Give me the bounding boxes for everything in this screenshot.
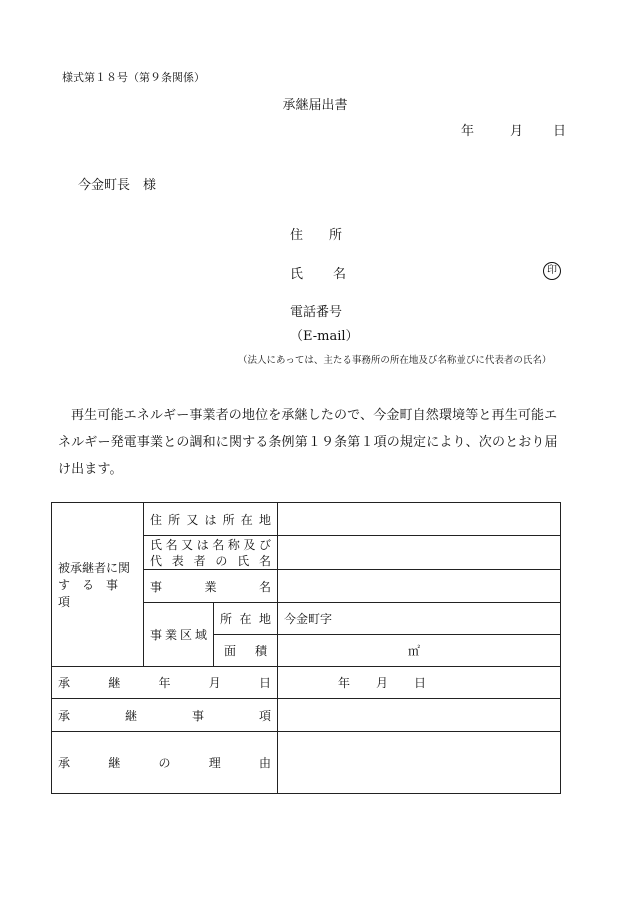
label-char: 代 (150, 553, 163, 568)
address-label (144, 503, 278, 536)
label-char: 名 (333, 267, 347, 282)
label-char: 所 (222, 512, 235, 527)
label-char: 又 (186, 512, 199, 527)
label-char: 由 (259, 756, 272, 770)
label-char: 氏 (150, 537, 163, 552)
label-char: 名 (212, 537, 225, 552)
label-char: 承 (58, 708, 71, 723)
label-char: 在 (239, 612, 252, 626)
predecessor-group-label (52, 503, 144, 667)
label-char: 継 (108, 756, 121, 770)
addressee: 今金町長 様 (78, 178, 157, 193)
label-char: 所 (220, 612, 233, 626)
label-char: の (158, 756, 171, 770)
label-char: 積 (255, 644, 268, 658)
label-char: 域 (194, 628, 207, 642)
label-char: 業 (164, 628, 177, 642)
succession-matter-label (52, 699, 278, 732)
label-char: 者 (193, 553, 206, 568)
succession-day-label: 日 (414, 676, 427, 690)
label-char: 事 (192, 708, 205, 723)
date-year-label: 年 (461, 124, 475, 139)
succession-year-label: 年 (338, 676, 351, 690)
applicant-email-label: （E-mail） (290, 329, 359, 344)
label-char: 名 (258, 553, 271, 568)
location-label (214, 603, 278, 635)
label-char: 名 (165, 537, 178, 552)
submission-date (461, 120, 566, 139)
label-char: 継 (108, 676, 121, 690)
label-char: 承 (58, 756, 71, 770)
label-char: 及 (243, 537, 256, 552)
succession-reason-field[interactable] (278, 732, 561, 794)
group-label-line: 被承継者に関 (58, 561, 131, 575)
applicant-phone-label: 電話番号 (290, 305, 343, 320)
area-label (214, 635, 278, 667)
business-name-label (144, 570, 278, 603)
label-char: の (215, 553, 228, 568)
corporation-note: （法人にあっては、主たる事務所の所在地及び名称並びに代表者の氏名） (238, 355, 552, 366)
succession-table (51, 502, 561, 794)
label-char: 承 (58, 676, 71, 690)
label-char: 事 (150, 628, 163, 642)
label-char: 年 (158, 676, 171, 690)
label-char: は (204, 512, 217, 527)
address-field[interactable] (278, 503, 561, 536)
label-char: 面 (224, 644, 237, 658)
business-name-field[interactable] (278, 570, 561, 603)
succession-month-label: 月 (376, 676, 389, 690)
area-unit: ㎡ (408, 644, 421, 658)
succession-date-label (52, 667, 278, 699)
label-char: 月 (208, 676, 221, 690)
label-char: 区 (179, 628, 192, 642)
seal-mark: 印 (543, 262, 561, 280)
name-field[interactable] (278, 536, 561, 570)
label-char: 事 (150, 579, 163, 594)
label-char: 表 (171, 553, 184, 568)
date-month-label: 月 (510, 124, 524, 139)
label-char: 称 (227, 537, 240, 552)
applicant-address-label (290, 224, 342, 243)
label-char: 住 (150, 512, 163, 527)
label-char: 地 (259, 612, 272, 626)
label-char: 地 (258, 512, 271, 527)
label-char: 所 (168, 512, 181, 527)
label-char: 所 (329, 228, 343, 243)
name-label (144, 536, 278, 570)
label-char: 名 (259, 579, 272, 594)
label-char: 氏 (237, 553, 250, 568)
label-char: 項 (259, 708, 272, 723)
area-field[interactable] (278, 635, 561, 667)
location-field[interactable]: 今金町字 (278, 603, 561, 635)
label-char: 業 (204, 579, 217, 594)
succession-reason-label (52, 732, 278, 794)
succession-date-field[interactable] (278, 667, 561, 699)
group-label-line: す る 事 項 (58, 578, 131, 609)
label-char: 日 (259, 676, 272, 690)
document-title: 承継届出書 (282, 98, 348, 113)
form-number: 様式第１８号（第９条関係） (62, 71, 205, 84)
label-char: 在 (240, 512, 253, 527)
date-day-label: 日 (553, 124, 567, 139)
label-char: 氏 (290, 267, 304, 282)
label-char: 住 (290, 228, 304, 243)
applicant-name-label (290, 263, 346, 282)
succession-matter-field[interactable] (278, 699, 561, 732)
label-char: 理 (208, 756, 221, 770)
label-char: 継 (125, 708, 138, 723)
label-char: 又 (181, 537, 194, 552)
body-text: 再生可能エネルギー事業者の地位を承継したので、今金町自然環境等と再生可能エネルギー発電事業との調和に関する条例第１９条第１項の規定により、次のとおり届け出ます。 (58, 408, 558, 477)
label-char: び (258, 537, 271, 552)
label-char: は (196, 537, 209, 552)
business-area-label (144, 603, 214, 667)
